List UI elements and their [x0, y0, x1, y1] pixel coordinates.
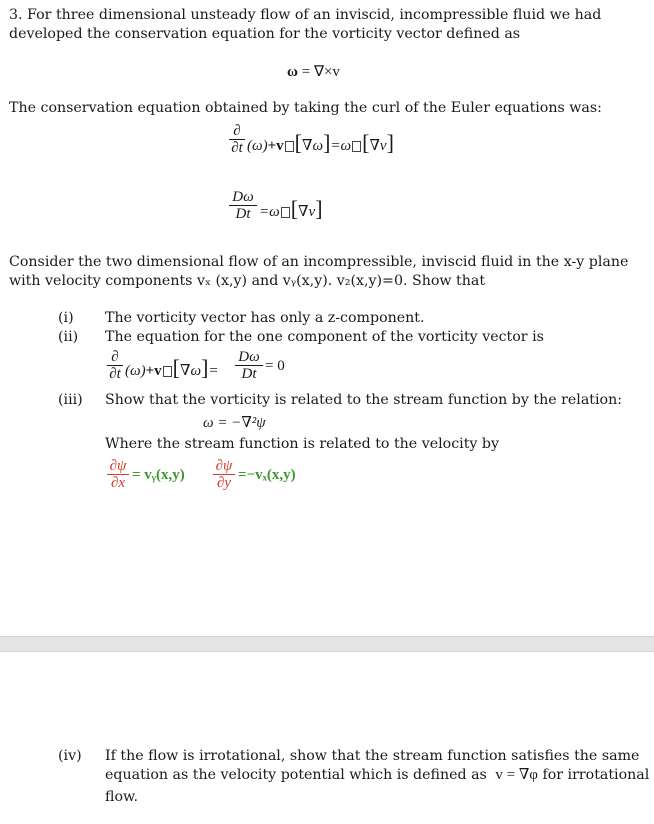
equation-stream-vorticity: ω = −∇²ψ [203, 415, 266, 431]
page-break-divider [0, 636, 654, 652]
consider-text: Consider the two dimensional flow of an incompressible, inviscid fluid in the x-y plane with velocity components vₓ (x,y) and vᵧ(x,y). v₂(x,y)=0. Show that [9, 254, 629, 289]
omega-symbol: ω [287, 64, 298, 80]
item-label-i: (i) [58, 310, 74, 326]
item-text-iii: Show that the vorticity is related to the stream function by the relation: [105, 392, 622, 408]
vorticity-definition [287, 62, 340, 81]
item-label-iv: (iv) [58, 748, 82, 764]
item-text-ii: The equation for the one component of the vorticity vector is [105, 329, 544, 345]
stream-function-text: Where the stream function is related to the velocity by [105, 436, 500, 452]
curl-v: ∇×v [313, 64, 340, 80]
partial-t: ∂t [231, 140, 243, 156]
equation-material-derivative: $\frac{D\omega}{Dt}$ =ω [∇v] [229, 189, 369, 229]
item-text-iv-line1: If the flow is irrotational, show that the stream function satisfies the same [105, 748, 640, 764]
stream-equation-x: $\frac{\partial\psi}{\partial x}$ = vᵧ(x,y) [107, 458, 207, 496]
equation-2d-vorticity: ∂ ∂t (ω)+v [∇ω]= $\frac{D\omega}{Dt}$ = 0 [107, 349, 307, 387]
conservation-text: The conservation equation obtained by taking the curl of the Euler equations was: [9, 100, 602, 116]
partial-symbol: ∂ [229, 123, 245, 140]
stream-equation-y: $\frac{\partial\psi}{\partial y}$ =−vₓ(x,y) [213, 458, 323, 496]
item-text-i: The vorticity vector has only a z-component. [105, 310, 425, 326]
equation-vorticity-transport: ∂ ∂t (ω)+v [∇ω]=ω [∇v] [229, 123, 429, 163]
item-text-iv-line2: equation as the velocity potential which is defined as v = ∇φ for irrotational [105, 767, 650, 783]
velocity-potential-eq: v = ∇φ [495, 767, 538, 783]
problem-intro: 3. For three dimensional unsteady flow of an inviscid, incompressible fluid we had developed the conservation equation for the vorticity vector defined as [9, 7, 602, 42]
item-text-iv-line3: flow. [105, 789, 138, 805]
item-label-ii: (ii) [58, 329, 79, 345]
equals-sign: = [301, 64, 311, 80]
item-label-iii: (iii) [58, 392, 83, 408]
